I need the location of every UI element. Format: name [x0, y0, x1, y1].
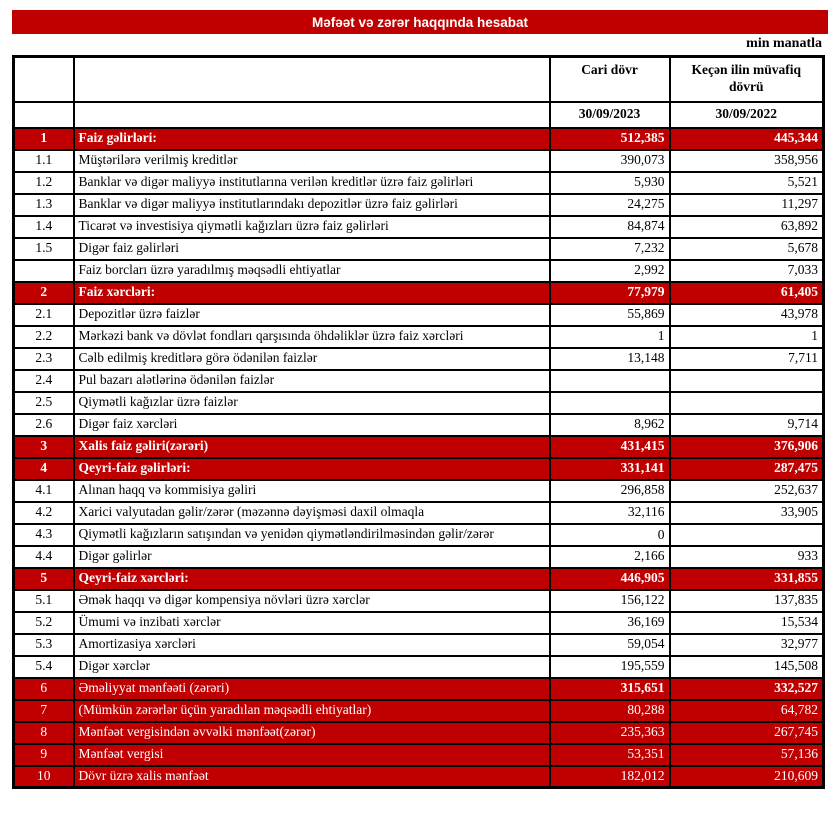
row-label: Mənfəət vergisi	[74, 744, 550, 766]
value-current: 13,148	[550, 348, 670, 370]
value-previous: 9,714	[670, 414, 824, 436]
value-current: 8,962	[550, 414, 670, 436]
value-current: 1	[550, 326, 670, 348]
row-number: 5.2	[14, 612, 74, 634]
value-previous: 145,508	[670, 656, 824, 678]
header-empty-desc	[74, 57, 550, 102]
row-label: Digər faiz xərcləri	[74, 414, 550, 436]
row-label: Pul bazarı alətlərinə ödənilən faizlər	[74, 370, 550, 392]
value-current: 5,930	[550, 172, 670, 194]
table-row	[14, 656, 824, 678]
value-current: 156,122	[550, 590, 670, 612]
row-number: 1.4	[14, 216, 74, 238]
header-row	[14, 57, 824, 102]
value-previous: 5,521	[670, 172, 824, 194]
value-current: 331,141	[550, 458, 670, 480]
value-current: 55,869	[550, 304, 670, 326]
value-previous: 267,745	[670, 722, 824, 744]
row-label: Faiz gəlirləri:	[74, 128, 550, 150]
row-number: 2.2	[14, 326, 74, 348]
value-current: 77,979	[550, 282, 670, 304]
date-empty-no	[14, 102, 74, 128]
table-row	[14, 568, 824, 590]
value-current: 182,012	[550, 766, 670, 788]
row-label: Digər xərclər	[74, 656, 550, 678]
row-number: 8	[14, 722, 74, 744]
value-current: 2,166	[550, 546, 670, 568]
value-previous: 63,892	[670, 216, 824, 238]
table-row	[14, 348, 824, 370]
row-label: Faiz xərcləri:	[74, 282, 550, 304]
row-number: 5.1	[14, 590, 74, 612]
value-previous	[670, 524, 824, 546]
row-label: Mənfəət vergisindən əvvəlki mənfəət(zərər)	[74, 722, 550, 744]
value-previous: 43,978	[670, 304, 824, 326]
header-previous-period: Keçən ilin müvafiq dövrü	[670, 57, 824, 102]
value-previous: 32,977	[670, 634, 824, 656]
unit-note: min manatla	[746, 36, 822, 51]
row-label: Əməliyyat mənfəəti (zərəri)	[74, 678, 550, 700]
row-number: 5.4	[14, 656, 74, 678]
value-current: 315,651	[550, 678, 670, 700]
value-previous: 64,782	[670, 700, 824, 722]
row-number: 1.2	[14, 172, 74, 194]
value-current: 446,905	[550, 568, 670, 590]
date-row	[14, 102, 824, 128]
value-current: 84,874	[550, 216, 670, 238]
table-row	[14, 304, 824, 326]
value-previous	[670, 392, 824, 414]
previous-period-date: 30/09/2022	[670, 102, 824, 128]
row-label: Xarici valyutadan gəlir/zərər (məzənnə dəyişməsi daxil olmaqla	[74, 502, 550, 524]
value-previous: 15,534	[670, 612, 824, 634]
value-current: 53,351	[550, 744, 670, 766]
table-row	[14, 326, 824, 348]
table-row	[14, 766, 824, 788]
row-label: Xalis faiz gəliri(zərəri)	[74, 436, 550, 458]
value-current: 32,116	[550, 502, 670, 524]
value-current: 512,385	[550, 128, 670, 150]
value-previous: 358,956	[670, 150, 824, 172]
value-previous: 33,905	[670, 502, 824, 524]
row-number: 10	[14, 766, 74, 788]
row-number: 2.6	[14, 414, 74, 436]
row-number: 4	[14, 458, 74, 480]
row-label: Digər faiz gəlirləri	[74, 238, 550, 260]
row-label: Qiymətli kağızlar üzrə faizlər	[74, 392, 550, 414]
table-row	[14, 590, 824, 612]
table-row	[14, 436, 824, 458]
report-title: Məfəət və zərər haqqında hesabat	[311, 14, 529, 30]
value-current: 36,169	[550, 612, 670, 634]
value-current: 59,054	[550, 634, 670, 656]
value-previous: 7,711	[670, 348, 824, 370]
row-number: 1.3	[14, 194, 74, 216]
table-row	[14, 612, 824, 634]
value-current: 195,559	[550, 656, 670, 678]
row-number: 1.5	[14, 238, 74, 260]
table-row	[14, 524, 824, 546]
value-previous	[670, 370, 824, 392]
row-number: 1.1	[14, 150, 74, 172]
row-number: 6	[14, 678, 74, 700]
table-row	[14, 392, 824, 414]
row-number: 3	[14, 436, 74, 458]
row-label: Amortizasiya xərcləri	[74, 634, 550, 656]
row-number: 4.2	[14, 502, 74, 524]
row-label: Əmək haqqı və digər kompensiya növləri üzrə xərclər	[74, 590, 550, 612]
table-row	[14, 282, 824, 304]
row-number: 5	[14, 568, 74, 590]
report-title-band	[12, 10, 828, 34]
row-label: Ümumi və inzibati xərclər	[74, 612, 550, 634]
row-label: Qiymətli kağızların satışından və yenidən qiymətləndirilməsindən gəlir/zərər	[74, 524, 550, 546]
table-row	[14, 238, 824, 260]
table-row	[14, 370, 824, 392]
table-row	[14, 700, 824, 722]
value-previous: 287,475	[670, 458, 824, 480]
table-row	[14, 744, 824, 766]
value-previous: 445,344	[670, 128, 824, 150]
date-empty-desc	[74, 102, 550, 128]
row-label: Qeyri-faiz gəlirləri:	[74, 458, 550, 480]
row-label: Digər gəlirlər	[74, 546, 550, 568]
row-label: Banklar və digər maliyyə institutlarındakı depozitlər üzrə faiz gəlirləri	[74, 194, 550, 216]
table-row	[14, 722, 824, 744]
table-row	[14, 634, 824, 656]
header-current-period: Cari dövr	[550, 57, 670, 102]
value-previous: 137,835	[670, 590, 824, 612]
row-number	[14, 260, 74, 282]
table-row	[14, 546, 824, 568]
value-previous: 933	[670, 546, 824, 568]
value-previous: 252,637	[670, 480, 824, 502]
value-current	[550, 370, 670, 392]
value-previous: 11,297	[670, 194, 824, 216]
row-number: 2.1	[14, 304, 74, 326]
value-previous: 376,906	[670, 436, 824, 458]
table-row	[14, 150, 824, 172]
row-label: Banklar və digər maliyyə institutlarına verilən kreditlər üzrə faiz gəlirləri	[74, 172, 550, 194]
current-period-date: 30/09/2023	[550, 102, 670, 128]
value-previous: 61,405	[670, 282, 824, 304]
value-previous: 5,678	[670, 238, 824, 260]
value-current	[550, 392, 670, 414]
row-number: 2.5	[14, 392, 74, 414]
row-number: 2	[14, 282, 74, 304]
row-number: 4.1	[14, 480, 74, 502]
row-label: Mərkəzi bank və dövlət fondları qarşısında öhdəliklər üzrə faiz xərcləri	[74, 326, 550, 348]
row-number: 4.4	[14, 546, 74, 568]
row-number: 2.3	[14, 348, 74, 370]
table-row	[14, 172, 824, 194]
row-label: Dövr üzrə xalis mənfəət	[74, 766, 550, 788]
row-number: 5.3	[14, 634, 74, 656]
value-previous: 57,136	[670, 744, 824, 766]
value-current: 431,415	[550, 436, 670, 458]
value-previous: 331,855	[670, 568, 824, 590]
row-label: Cəlb edilmiş kreditlərə görə ödənilən faizlər	[74, 348, 550, 370]
table-row	[14, 678, 824, 700]
table-row	[14, 128, 824, 150]
value-current: 80,288	[550, 700, 670, 722]
row-number: 4.3	[14, 524, 74, 546]
table-row	[14, 216, 824, 238]
value-current: 24,275	[550, 194, 670, 216]
value-previous: 7,033	[670, 260, 824, 282]
table-row	[14, 458, 824, 480]
value-current: 0	[550, 524, 670, 546]
profit-loss-table	[12, 55, 825, 789]
table-row	[14, 194, 824, 216]
value-previous: 1	[670, 326, 824, 348]
value-previous: 210,609	[670, 766, 824, 788]
table-row	[14, 260, 824, 282]
value-current: 2,992	[550, 260, 670, 282]
table-body	[14, 128, 824, 788]
value-current: 296,858	[550, 480, 670, 502]
row-number: 7	[14, 700, 74, 722]
table-row	[14, 414, 824, 436]
row-number: 2.4	[14, 370, 74, 392]
row-label: (Mümkün zərərlər üçün yaradılan məqsədli ehtiyatlar)	[74, 700, 550, 722]
value-current: 7,232	[550, 238, 670, 260]
table-row	[14, 480, 824, 502]
table-row	[14, 502, 824, 524]
header-empty-no	[14, 57, 74, 102]
row-label: Qeyri-faiz xərcləri:	[74, 568, 550, 590]
row-label: Faiz borcları üzrə yaradılmış məqsədli ehtiyatlar	[74, 260, 550, 282]
row-label: Alınan haqq və kommisiya gəliri	[74, 480, 550, 502]
value-current: 390,073	[550, 150, 670, 172]
row-number: 1	[14, 128, 74, 150]
row-label: Depozitlər üzrə faizlər	[74, 304, 550, 326]
value-current: 235,363	[550, 722, 670, 744]
row-label: Müştərilərə verilmiş kreditlər	[74, 150, 550, 172]
row-number: 9	[14, 744, 74, 766]
row-label: Ticarət və investisiya qiymətli kağızları üzrə faiz gəlirləri	[74, 216, 550, 238]
value-previous: 332,527	[670, 678, 824, 700]
